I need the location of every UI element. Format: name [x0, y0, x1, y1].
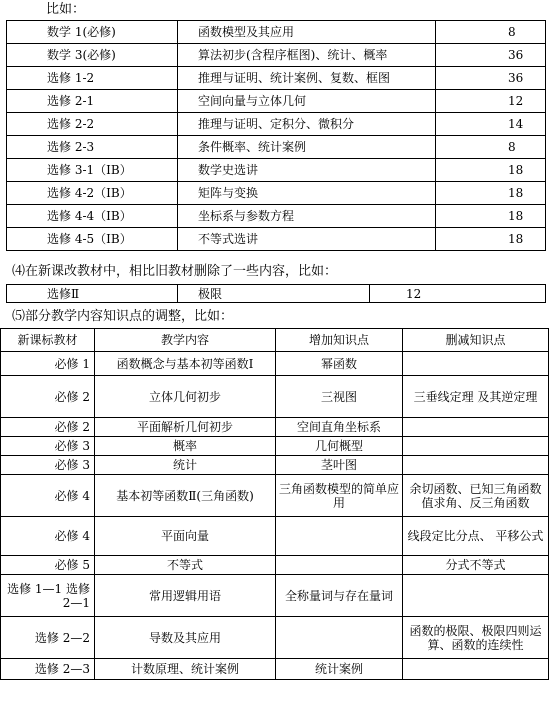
table-row — [7, 182, 546, 205]
paragraph-5: ⑸部分教学内容知识点的调整，比如： — [12, 309, 234, 324]
removed-cell — [403, 352, 549, 376]
table-row — [7, 113, 546, 136]
removed-cell — [403, 437, 549, 456]
content-cell: 空间向量与立体几何 — [178, 90, 436, 113]
content-cell: 极限 — [178, 285, 370, 303]
table-row — [7, 205, 546, 228]
content-cell: 统计 — [95, 456, 276, 475]
header-textbook: 新课标教材 — [1, 329, 95, 352]
removed-cell: 函数的极限、极限四则运算、函数的连续性 — [403, 617, 549, 659]
content-cell: 坐标系与参数方程 — [178, 205, 436, 228]
removed-cell — [403, 575, 549, 617]
module-cell: 选修 4-2（IB） — [7, 182, 178, 205]
header-removed: 删减知识点 — [403, 329, 549, 352]
table-row — [1, 556, 549, 575]
table-row — [7, 21, 546, 44]
table-row — [7, 67, 546, 90]
removed-content-table — [6, 284, 546, 303]
added-cell: 几何概型 — [276, 437, 403, 456]
hours-cell: 36 — [436, 67, 546, 90]
added-cell: 幂函数 — [276, 352, 403, 376]
added-cell — [276, 517, 403, 556]
table-row — [7, 159, 546, 182]
hours-cell: 18 — [436, 228, 546, 251]
content-cell: 函数概念与基本初等函数Ⅰ — [95, 352, 276, 376]
added-cell: 三角函数模型的简单应用 — [276, 475, 403, 517]
table-row — [7, 285, 546, 303]
removed-cell — [403, 659, 549, 680]
table-row — [1, 376, 549, 418]
textbook-cell: 必修 4 — [1, 517, 95, 556]
content-cell: 平面解析几何初步 — [95, 418, 276, 437]
hours-cell: 18 — [436, 159, 546, 182]
table-row — [1, 517, 549, 556]
module-cell: 选修 4-4（IB） — [7, 205, 178, 228]
hours-cell: 18 — [436, 205, 546, 228]
content-cell: 计数原理、统计案例 — [95, 659, 276, 680]
header-content: 教学内容 — [95, 329, 276, 352]
added-cell — [276, 556, 403, 575]
hours-cell: 8 — [436, 136, 546, 159]
content-cell: 基本初等函数Ⅱ(三角函数) — [95, 475, 276, 517]
textbook-cell: 选修 1—1 选修 2—1 — [1, 575, 95, 617]
module-cell: 选修 2-3 — [7, 136, 178, 159]
textbook-cell: 必修 2 — [1, 376, 95, 418]
removed-cell: 三垂线定理 及其逆定理 — [403, 376, 549, 418]
textbook-cell: 必修 5 — [1, 556, 95, 575]
content-cell: 推理与证明、统计案例、复数、框图 — [178, 67, 436, 90]
hours-cell: 12 — [436, 90, 546, 113]
hours-cell: 18 — [436, 182, 546, 205]
content-cell: 函数模型及其应用 — [178, 21, 436, 44]
module-cell: 选修Ⅱ — [7, 285, 178, 303]
elective-hours-table — [6, 20, 546, 251]
added-cell: 空间直角坐标系 — [276, 418, 403, 437]
added-cell: 统计案例 — [276, 659, 403, 680]
textbook-cell: 选修 2—3 — [1, 659, 95, 680]
content-cell: 推理与证明、定积分、微积分 — [178, 113, 436, 136]
module-cell: 选修 3-1（IB） — [7, 159, 178, 182]
paragraph-4: ⑷在新课改教材中，相比旧教材删除了一些内容，比如： — [12, 264, 338, 279]
removed-cell: 分式不等式 — [403, 556, 549, 575]
table-row — [1, 418, 549, 437]
added-cell: 三视图 — [276, 376, 403, 418]
table-row — [1, 575, 549, 617]
table-row — [7, 44, 546, 67]
content-cell: 常用逻辑用语 — [95, 575, 276, 617]
textbook-cell: 选修 2—2 — [1, 617, 95, 659]
content-cell: 导数及其应用 — [95, 617, 276, 659]
hours-cell: 8 — [436, 21, 546, 44]
header-added: 增加知识点 — [276, 329, 403, 352]
table-row — [7, 136, 546, 159]
intro-text: 比如： — [46, 2, 86, 17]
content-cell: 算法初步(含程序框图)、统计、概率 — [178, 44, 436, 67]
content-cell: 平面向量 — [95, 517, 276, 556]
removed-cell: 线段定比分点、 平移公式 — [403, 517, 549, 556]
module-cell: 数学 3(必修) — [7, 44, 178, 67]
knowledge-adjustment-table — [0, 328, 549, 680]
table-header-row — [1, 329, 549, 352]
content-cell: 不等式 — [95, 556, 276, 575]
removed-cell — [403, 456, 549, 475]
table-row — [1, 352, 549, 376]
textbook-cell: 必修 4 — [1, 475, 95, 517]
table-row — [7, 228, 546, 251]
added-cell — [276, 617, 403, 659]
content-cell: 立体几何初步 — [95, 376, 276, 418]
added-cell: 茎叶图 — [276, 456, 403, 475]
table-row — [1, 437, 549, 456]
module-cell: 数学 1(必修) — [7, 21, 178, 44]
hours-cell: 14 — [436, 113, 546, 136]
module-cell: 选修 2-2 — [7, 113, 178, 136]
table-row — [1, 659, 549, 680]
added-cell: 全称量词与存在量词 — [276, 575, 403, 617]
textbook-cell: 必修 2 — [1, 418, 95, 437]
textbook-cell: 必修 3 — [1, 456, 95, 475]
removed-cell: 余切函数、已知三角函数值求角、反三角函数 — [403, 475, 549, 517]
textbook-cell: 必修 1 — [1, 352, 95, 376]
table-row — [1, 475, 549, 517]
table-row — [1, 617, 549, 659]
content-cell: 概率 — [95, 437, 276, 456]
removed-cell — [403, 418, 549, 437]
table-row — [1, 456, 549, 475]
content-cell: 条件概率、统计案例 — [178, 136, 436, 159]
content-cell: 矩阵与变换 — [178, 182, 436, 205]
hours-cell: 12 — [370, 285, 546, 303]
module-cell: 选修 4-5（IB） — [7, 228, 178, 251]
module-cell: 选修 2-1 — [7, 90, 178, 113]
content-cell: 不等式选讲 — [178, 228, 436, 251]
content-cell: 数学史选讲 — [178, 159, 436, 182]
module-cell: 选修 1-2 — [7, 67, 178, 90]
textbook-cell: 必修 3 — [1, 437, 95, 456]
table-row — [7, 90, 546, 113]
hours-cell: 36 — [436, 44, 546, 67]
